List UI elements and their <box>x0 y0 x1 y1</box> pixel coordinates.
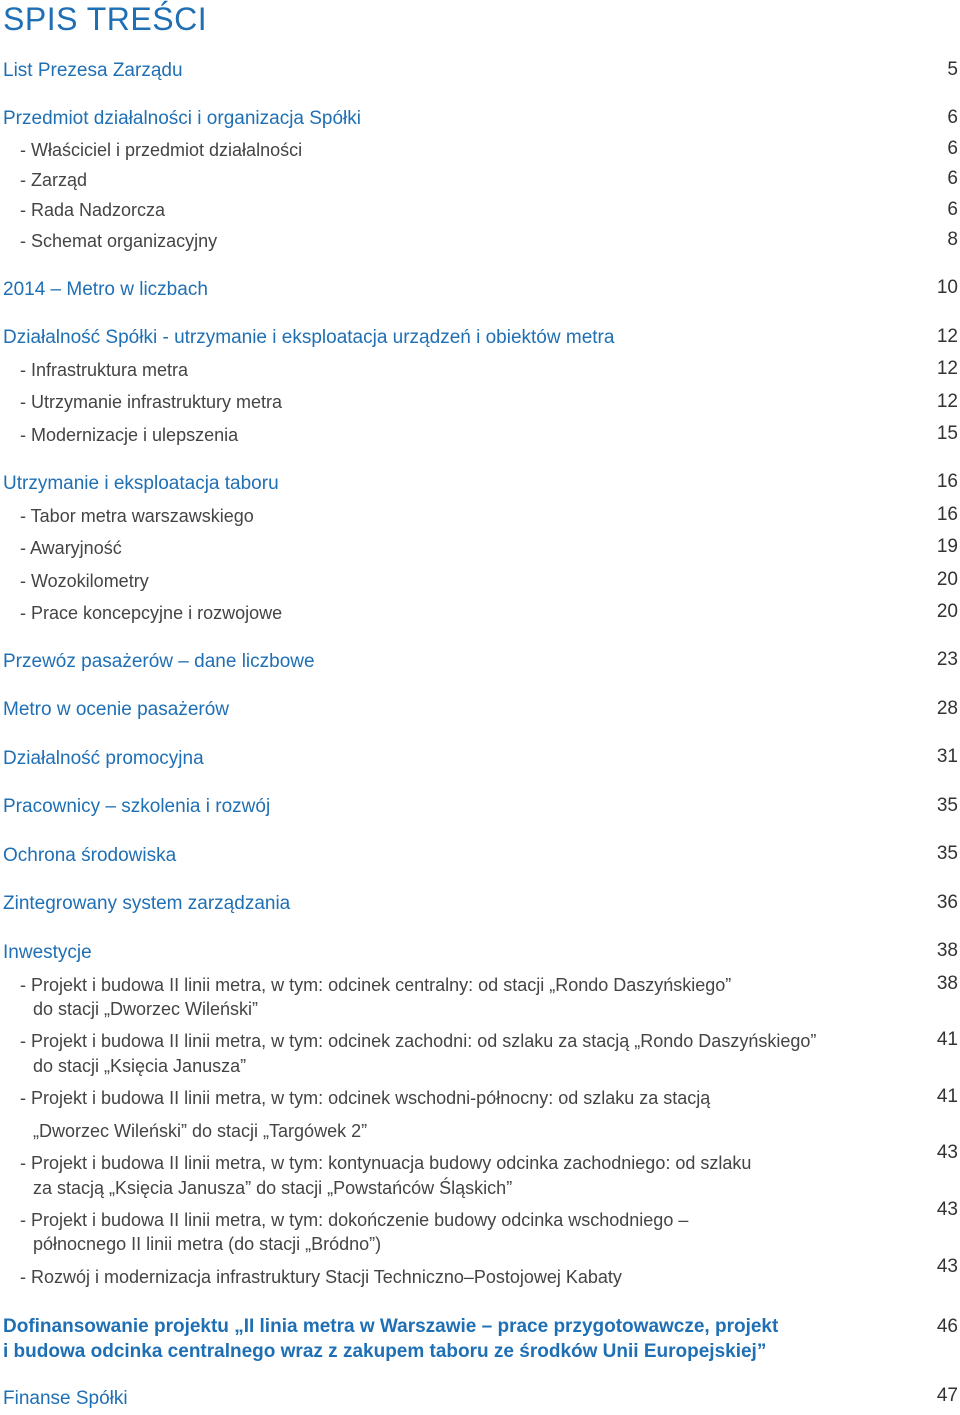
page-number: 16 <box>936 504 958 525</box>
toc-subentry-continuation[interactable]: do stacji „Księcia Janusza” <box>33 1056 247 1076</box>
toc-entry[interactable]: 2014 – Metro w liczbach <box>3 279 208 300</box>
toc-subentry[interactable]: - Projekt i budowa II linii metra, w tym: dokończenie budowy odcinka wschodniego – <box>20 1210 689 1230</box>
toc-subentry[interactable]: - Projekt i budowa II linii metra, w tym: kontynuacja budowy odcinka zachodniego: od szlaku <box>20 1153 752 1173</box>
toc-subentry[interactable]: - Projekt i budowa II linii metra, w tym: odcinek wschodni-północny: od szlaku za stacją <box>20 1088 711 1108</box>
toc-subentry[interactable]: - Rozwój i modernizacja infrastruktury Stacji Techniczno–Postojowej Kabaty <box>20 1267 622 1287</box>
toc-subentry[interactable]: - Wozokilometry <box>20 571 149 591</box>
toc-subentry[interactable]: - Prace koncepcyjne i rozwojowe <box>20 603 283 623</box>
toc-subentry-continuation[interactable]: północnego II linii metra (do stacji „Bródno”) <box>33 1234 382 1254</box>
page-number: 35 <box>936 795 958 816</box>
toc-subentry[interactable]: - Infrastruktura metra <box>20 360 189 380</box>
toc-subentry[interactable]: - Rada Nadzorcza <box>20 200 166 220</box>
toc-entry[interactable]: Ochrona środowiska <box>3 845 177 866</box>
page-number: 31 <box>936 746 958 767</box>
page-number: 38 <box>936 973 958 994</box>
page-number: 23 <box>936 649 958 670</box>
page-number: 41 <box>936 1029 958 1050</box>
toc-entry[interactable]: Inwestycje <box>3 942 92 963</box>
page-number: 43 <box>936 1256 958 1277</box>
toc-subentry-continuation[interactable]: za stacją „Księcia Janusza” do stacji „Powstańców Śląskich” <box>33 1178 513 1198</box>
toc-subentry-continuation[interactable]: do stacji „Dworzec Wileński” <box>33 999 259 1019</box>
toc-entry[interactable]: Pracownicy – szkolenia i rozwój <box>3 796 271 817</box>
page-number: 47 <box>936 1385 958 1406</box>
page-number: 28 <box>936 698 958 719</box>
toc-subentry[interactable]: - Awaryjność <box>20 538 122 558</box>
page-number: 12 <box>936 391 958 412</box>
toc-subentry[interactable]: - Właściciel i przedmiot działalności <box>20 140 303 160</box>
page-number: 6 <box>947 168 958 189</box>
page-number: 46 <box>936 1316 958 1337</box>
toc-subentry[interactable]: - Projekt i budowa II linii metra, w tym: odcinek centralny: od stacji „Rondo Daszyńskiego” <box>20 975 732 995</box>
toc-subentry[interactable]: - Schemat organizacyjny <box>20 231 218 251</box>
page-title: SPIS TREŚCI <box>3 1 208 37</box>
toc-entry[interactable]: List Prezesa Zarządu <box>3 60 183 81</box>
page-number: 6 <box>947 199 958 220</box>
page-number: 15 <box>936 423 958 444</box>
page-number: 35 <box>936 843 958 864</box>
page-number: 43 <box>936 1199 958 1220</box>
toc-subentry[interactable]: - Tabor metra warszawskiego <box>20 506 254 526</box>
toc-entry[interactable]: Metro w ocenie pasażerów <box>3 699 229 720</box>
page-number: 8 <box>947 229 958 250</box>
toc-entry[interactable]: Działalność Spółki - utrzymanie i eksploatacja urządzeń i obiektów metra <box>3 327 615 348</box>
toc-subentry-continuation[interactable]: „Dworzec Wileński” do stacji „Targówek 2” <box>33 1121 368 1141</box>
page-number: 6 <box>947 107 958 128</box>
page-number: 10 <box>936 277 958 298</box>
toc-entry-continuation[interactable]: i budowa odcinka centralnego wraz z zakupem taboru ze środków Unii Europejskiej” <box>3 1341 767 1362</box>
page-number: 38 <box>936 940 958 961</box>
toc-entry[interactable]: Przewóz pasażerów – dane liczbowe <box>3 651 315 672</box>
page-number: 19 <box>936 536 958 557</box>
toc-subentry[interactable]: - Zarząd <box>20 170 88 190</box>
toc-entry[interactable]: Finanse Spółki <box>3 1388 128 1409</box>
toc-entry[interactable]: Działalność promocyjna <box>3 748 204 769</box>
toc-entry[interactable]: Zintegrowany system zarządzania <box>3 893 291 914</box>
toc-subentry[interactable]: - Utrzymanie infrastruktury metra <box>20 392 283 412</box>
page-number: 36 <box>936 892 958 913</box>
toc-entry[interactable]: Przedmiot działalności i organizacja Spółki <box>3 108 362 129</box>
page-number: 12 <box>936 326 958 347</box>
page-number: 16 <box>936 471 958 492</box>
toc-subentry[interactable]: - Modernizacje i ulepszenia <box>20 425 239 445</box>
page-number: 20 <box>936 569 958 590</box>
page-number: 41 <box>936 1086 958 1107</box>
page-number: 20 <box>936 601 958 622</box>
page-number: 6 <box>947 138 958 159</box>
page-number: 5 <box>947 59 958 80</box>
toc-entry[interactable]: Utrzymanie i eksploatacja taboru <box>3 473 279 494</box>
toc-subentry[interactable]: - Projekt i budowa II linii metra, w tym: odcinek zachodni: od szlaku za stacją „Rondo Daszyńskiego” <box>20 1031 817 1051</box>
page-number: 43 <box>936 1142 958 1163</box>
page-number: 12 <box>936 358 958 379</box>
toc-entry[interactable]: Dofinansowanie projektu „II linia metra w Warszawie – prace przygotowawcze, projekt <box>3 1316 779 1337</box>
